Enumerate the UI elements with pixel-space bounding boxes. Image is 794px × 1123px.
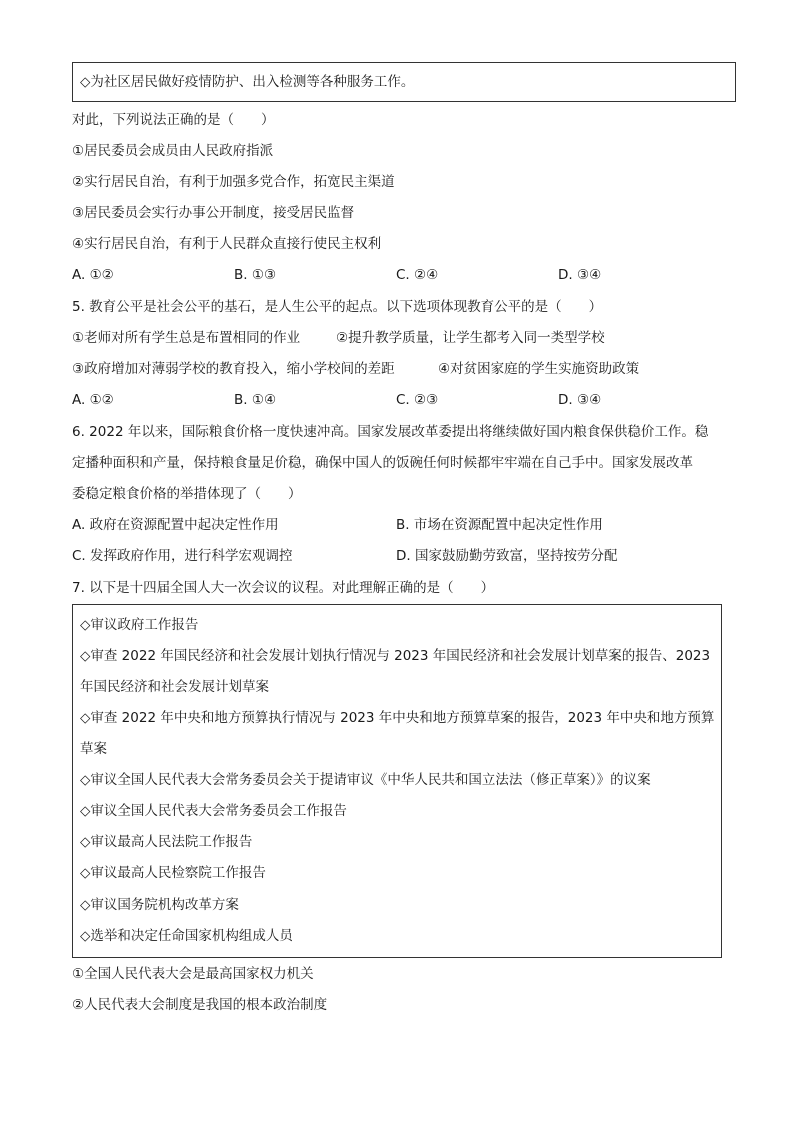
agenda-line-5: 草案 — [80, 741, 107, 757]
q4-option-b[interactable]: B. ①③ — [234, 267, 277, 283]
q6-stem-line-3: 委稳定粮食价格的举措体现了（ ） — [72, 486, 302, 502]
q7-item-1: ①全国人民代表大会是最高国家权力机关 — [72, 966, 314, 982]
q6-option-c[interactable]: C. 发挥政府作用，进行科学宏观调控 — [72, 548, 293, 564]
q7-item-2: ②人民代表大会制度是我国的根本政治制度 — [72, 997, 328, 1013]
q4-item-4: ④实行居民自治，有利于人民群众直接行使民主权利 — [72, 236, 382, 252]
q5-option-c[interactable]: C. ②③ — [396, 392, 439, 408]
q5-item-3: ③政府增加对薄弱学校的教育投入，缩小学校间的差距 — [72, 361, 395, 377]
agenda-line-6: ◇审议全国人民代表大会常务委员会关于提请审议《中华人民共和国立法法（修正草案）》的议案 — [80, 772, 651, 788]
agenda-line-7: ◇审议全国人民代表大会常务委员会工作报告 — [80, 803, 347, 819]
q4-option-a[interactable]: A. ①② — [72, 267, 114, 283]
q5-item-2: ②提升教学质量，让学生都考入同一类型学校 — [336, 330, 605, 346]
material-box-1-line: ◇为社区居民做好疫情防护、出入检测等各种服务工作。 — [80, 74, 415, 90]
q5-option-b[interactable]: B. ①④ — [234, 392, 277, 408]
q7-stem: 7. 以下是十四届全国人大一次会议的议程。对此理解正确的是（ ） — [72, 580, 495, 596]
q5-item-1: ①老师对所有学生总是布置相同的作业 — [72, 330, 301, 346]
q5-stem: 5. 教育公平是社会公平的基石，是人生公平的起点。以下选项体现教育公平的是（ ） — [72, 299, 603, 315]
q4-item-3: ③居民委员会实行办事公开制度，接受居民监督 — [72, 205, 355, 221]
agenda-line-4: ◇审查 2022 年中央和地方预算执行情况与 2023 年中央和地方预算草案的报告，2023 年中央和地方预算 — [80, 710, 715, 726]
q5-option-d[interactable]: D. ③④ — [558, 392, 602, 408]
q5-option-a[interactable]: A. ①② — [72, 392, 114, 408]
q5-item-4: ④对贫困家庭的学生实施资助政策 — [438, 361, 640, 377]
q6-stem-line-2: 定播种面积和产量，保持粮食量足价稳，确保中国人的饭碗任何时候都牢牢端在自己手中。国家发展改革 — [72, 455, 693, 471]
q6-stem-line-1: 6. 2022 年以来，国际粮食价格一度快速冲高。国家发展改革委提出将继续做好国内粮食保供稳价工作。稳 — [72, 424, 709, 440]
agenda-line-10: ◇审议国务院机构改革方案 — [80, 897, 239, 913]
q4-item-2: ②实行居民自治，有利于加强多党合作，拓宽民主渠道 — [72, 174, 395, 190]
agenda-line-3: 年国民经济和社会发展计划草案 — [80, 679, 269, 695]
q6-option-a[interactable]: A. 政府在资源配置中起决定性作用 — [72, 517, 279, 533]
q4-option-d[interactable]: D. ③④ — [558, 267, 602, 283]
q6-option-d[interactable]: D. 国家鼓励勤劳致富，坚持按劳分配 — [396, 548, 618, 564]
q6-option-b[interactable]: B. 市场在资源配置中起决定性作用 — [396, 517, 603, 533]
agenda-line-1: ◇审议政府工作报告 — [80, 617, 199, 633]
q4-item-1: ①居民委员会成员由人民政府指派 — [72, 143, 274, 159]
agenda-line-2: ◇审查 2022 年国民经济和社会发展计划执行情况与 2023 年国民经济和社会发展计划草案的报告、2023 — [80, 648, 711, 664]
agenda-line-11: ◇选举和决定任命国家机构组成人员 — [80, 928, 293, 944]
q4-option-c[interactable]: C. ②④ — [396, 267, 439, 283]
agenda-line-8: ◇审议最高人民法院工作报告 — [80, 834, 253, 850]
agenda-line-9: ◇审议最高人民检察院工作报告 — [80, 865, 266, 881]
q4-stem: 对此，下列说法正确的是（ ） — [72, 112, 275, 128]
